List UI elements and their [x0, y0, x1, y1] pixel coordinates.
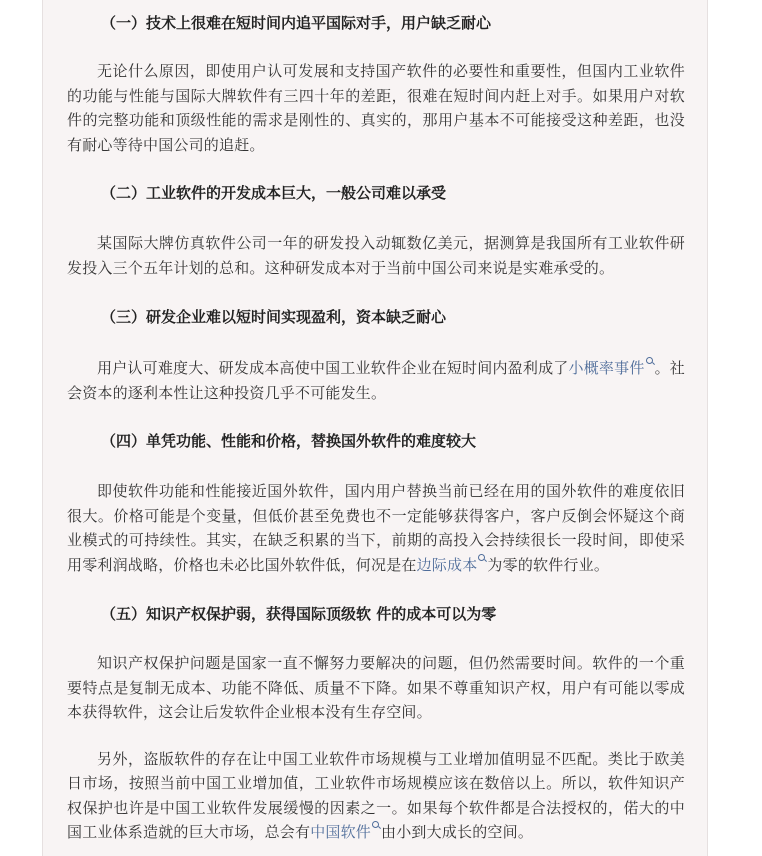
section-heading-1: （一）技术上很难在短时间内追平国际对手，用户缺乏耐心: [101, 14, 492, 32]
paragraph-1: 无论什么原因，即使用户认可发展和支持国产软件的必要性和重要性，但国内工业软件的功能与性能与国际大牌软件有三四十年的差距，很难在短时间内赶上对手。如果用户对软件的完整功能和顶级性能的需求是刚性的、真实的，那用户基本不可能接受这种差距，也没有耐心等待中国公司的追赶。: [67, 62, 685, 154]
section-heading-5: （五）知识产权保护弱，获得国际顶级软 件的成本可以为零: [101, 605, 497, 623]
paragraph-4: [67, 479, 685, 577]
paragraph-5: 知识产权保护问题是国家一直不懈努力要解决的问题，但仍然需要时间。软件的一个重要特点是复制无成本、功能不降低、质量不下降。如果不尊重知识产权，用户有可能以零成本获得软件，这会让后发软件企业根本没有生存空间。: [67, 654, 685, 721]
paragraph-6: [67, 747, 685, 845]
paragraph-2: 某国际大牌仿真软件公司一年的研发投入动辄数亿美元，据测算是我国所有工业软件研发投入三个五年计划的总和。这种研发成本对于当前中国公司来说是实难承受的。: [67, 234, 685, 277]
paragraph-6-text-start: 另外，盗版软件的存在让中国工业软件市场规模与工业增加值明显不匹配。类比于欧美日市场，按照当前中国工业增加值，工业软件市场规模应该在数倍以上。所以，软件知识产权保护也许是中国工业软件发展缓慢的因素之一。如果每个软件都是合法授权的，偌大的中国工业体系造就的巨大市场，总会有: [67, 749, 685, 841]
section-heading-3: （三）研发企业难以短时间实现盈利，资本缺乏耐心: [101, 308, 447, 326]
paragraph-3-text-end: 。社会资本的逐利本性让这种投资几乎不可能发生。: [67, 359, 685, 402]
paragraph-3: [67, 356, 685, 405]
paragraph-4-text-start: 即使软件功能和性能接近国外软件，国内用户替换当前已经在用的国外软件的难度依旧很大。价格可能是个变量，但低价甚至免费也不一定能够获得客户，客户反倒会怀疑这个商业模式的可持续性。其实，在缺乏积累的当下，前期的高投入会持续很长一段时间，即使采用零利润战略，价格也未必比国外软件低，何况是在: [67, 482, 685, 574]
search-icon[interactable]: [478, 554, 487, 564]
paragraph-6-text-end: 由小到大成长的空间。: [381, 823, 534, 841]
keyword-link-chinese-software[interactable]: 中国软件: [310, 823, 372, 841]
search-icon[interactable]: [372, 821, 381, 831]
keyword-link-small-probability-event[interactable]: 小概率事件: [568, 359, 645, 377]
section-heading-4: （四）单凭功能、性能和价格，替换国外软件的难度较大: [101, 432, 477, 450]
search-icon[interactable]: [646, 357, 655, 367]
paragraph-3-text-start: 用户认可难度大、研发成本高使中国工业软件企业在短时间内盈利成了: [97, 359, 569, 377]
paragraph-4-text-end: 为零的软件行业。: [487, 555, 610, 574]
article-body: [42, 0, 708, 856]
keyword-link-marginal-cost[interactable]: 边际成本: [416, 555, 478, 574]
section-heading-2: （二）工业软件的开发成本巨大，一般公司难以承受: [101, 184, 447, 202]
